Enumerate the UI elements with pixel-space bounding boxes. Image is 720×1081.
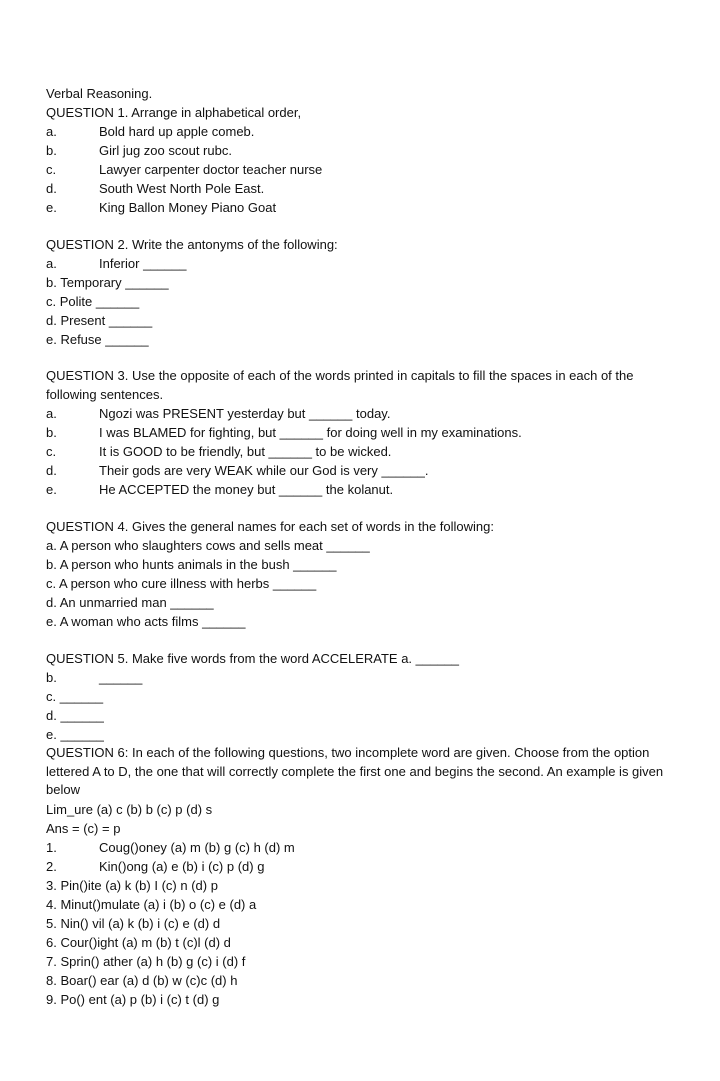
question-6-item bbox=[46, 838, 666, 857]
question-3-item bbox=[46, 442, 666, 461]
question-6-item: 9. Po() ent (a) p (b) i (c) t (d) g bbox=[46, 991, 220, 1007]
item-label: d. bbox=[46, 181, 57, 196]
item-label: d. bbox=[46, 463, 57, 478]
item-text: Coug()oney (a) m (b) g (c) h (d) m bbox=[99, 839, 295, 855]
question-6-item: 5. Nin() vil (a) k (b) i (c) e (d) d bbox=[46, 915, 221, 931]
question-4-item: c. A person who cure illness with herbs ______ bbox=[46, 576, 317, 591]
question-3-heading: QUESTION 3. Use the opposite of each of the words printed in capitals to fill the spaces in each of the following sentences. bbox=[46, 368, 634, 402]
question-6-item: 8. Boar() ear (a) d (b) w (c)c (d) h bbox=[46, 972, 238, 988]
item-label: c. bbox=[46, 162, 57, 177]
question-3-item bbox=[46, 461, 666, 480]
question-5-item bbox=[46, 668, 666, 687]
question-3-item bbox=[46, 423, 666, 442]
item-text: ______ bbox=[99, 670, 143, 685]
item-label: b. bbox=[46, 143, 57, 158]
question-1-item bbox=[46, 198, 666, 217]
item-text: I was BLAMED for fighting, but ______ for doing well in my examinations. bbox=[99, 425, 522, 440]
question-6-item: 6. Cour()ight (a) m (b) t (c)l (d) d bbox=[46, 934, 231, 950]
question-6-example: Lim_ure (a) c (b) b (c) p (d) s bbox=[46, 801, 213, 817]
item-text: It is GOOD to be friendly, but ______ to be wicked. bbox=[99, 444, 392, 459]
item-text: Kin()ong (a) e (b) i (c) p (d) g bbox=[99, 858, 265, 874]
item-text: He ACCEPTED the money but ______ the kolanut. bbox=[99, 482, 394, 497]
question-4-item: d. An unmarried man ______ bbox=[46, 595, 214, 610]
item-text: South West North Pole East. bbox=[99, 181, 265, 196]
question-1-item bbox=[46, 141, 666, 160]
question-2-heading: QUESTION 2. Write the antonyms of the following: bbox=[46, 237, 338, 252]
item-text: Ngozi was PRESENT yesterday but ______ today. bbox=[99, 406, 391, 421]
question-6-heading: QUESTION 6: In each of the following questions, two incomplete word are given. Choose from the option lettered A to D, the one that will correctly complete the first one and begins the second. An example is given below bbox=[46, 745, 664, 797]
question-1-item bbox=[46, 179, 666, 198]
item-label: c. bbox=[46, 444, 57, 459]
question-3-item bbox=[46, 480, 666, 499]
question-6-item bbox=[46, 857, 666, 876]
question-4-item: b. A person who hunts animals in the bush ______ bbox=[46, 557, 337, 572]
question-5-item: d. ______ bbox=[46, 708, 104, 723]
item-text: King Ballon Money Piano Goat bbox=[99, 200, 277, 215]
question-2-item: d. Present ______ bbox=[46, 313, 153, 328]
item-label: b. bbox=[46, 670, 57, 685]
item-label: a. bbox=[46, 256, 57, 271]
item-label: 1. bbox=[46, 839, 57, 855]
question-5-item: c. ______ bbox=[46, 689, 104, 704]
document-page bbox=[46, 84, 666, 1009]
item-text: Their gods are very WEAK while our God is very ______. bbox=[99, 463, 429, 478]
item-label: a. bbox=[46, 406, 57, 421]
item-label: e. bbox=[46, 482, 57, 497]
question-2-item: b. Temporary ______ bbox=[46, 275, 169, 290]
question-2-item: e. Refuse ______ bbox=[46, 332, 149, 347]
item-text: Lawyer carpenter doctor teacher nurse bbox=[99, 162, 323, 177]
question-5-item: e. ______ bbox=[46, 727, 104, 742]
question-6-item: 4. Minut()mulate (a) i (b) o (c) e (d) a bbox=[46, 896, 257, 912]
question-4-item: a. A person who slaughters cows and sells meat ______ bbox=[46, 538, 370, 553]
question-2-item bbox=[46, 254, 666, 273]
question-6-item: 7. Sprin() ather (a) h (b) g (c) i (d) f bbox=[46, 953, 246, 969]
question-1-item bbox=[46, 122, 666, 141]
question-6-answer: Ans = (c) = p bbox=[46, 820, 121, 836]
item-label: e. bbox=[46, 200, 57, 215]
item-text: Inferior ______ bbox=[99, 256, 187, 271]
question-4-item: e. A woman who acts films ______ bbox=[46, 614, 246, 629]
question-1-item bbox=[46, 160, 666, 179]
item-label: 2. bbox=[46, 858, 57, 874]
question-6-item: 3. Pin()ite (a) k (b) I (c) n (d) p bbox=[46, 877, 218, 893]
item-text: Girl jug zoo scout rubc. bbox=[99, 143, 232, 158]
question-1-heading: QUESTION 1. Arrange in alphabetical order, bbox=[46, 105, 302, 120]
question-4-heading: QUESTION 4. Gives the general names for each set of words in the following: bbox=[46, 519, 494, 534]
question-3-item bbox=[46, 404, 666, 423]
question-2-item: c. Polite ______ bbox=[46, 294, 140, 309]
item-label: a. bbox=[46, 124, 57, 139]
item-text: Bold hard up apple comeb. bbox=[99, 124, 255, 139]
item-label: b. bbox=[46, 425, 57, 440]
document-title: Verbal Reasoning. bbox=[46, 86, 153, 101]
question-5-heading: QUESTION 5. Make five words from the word ACCELERATE a. ______ bbox=[46, 651, 460, 666]
